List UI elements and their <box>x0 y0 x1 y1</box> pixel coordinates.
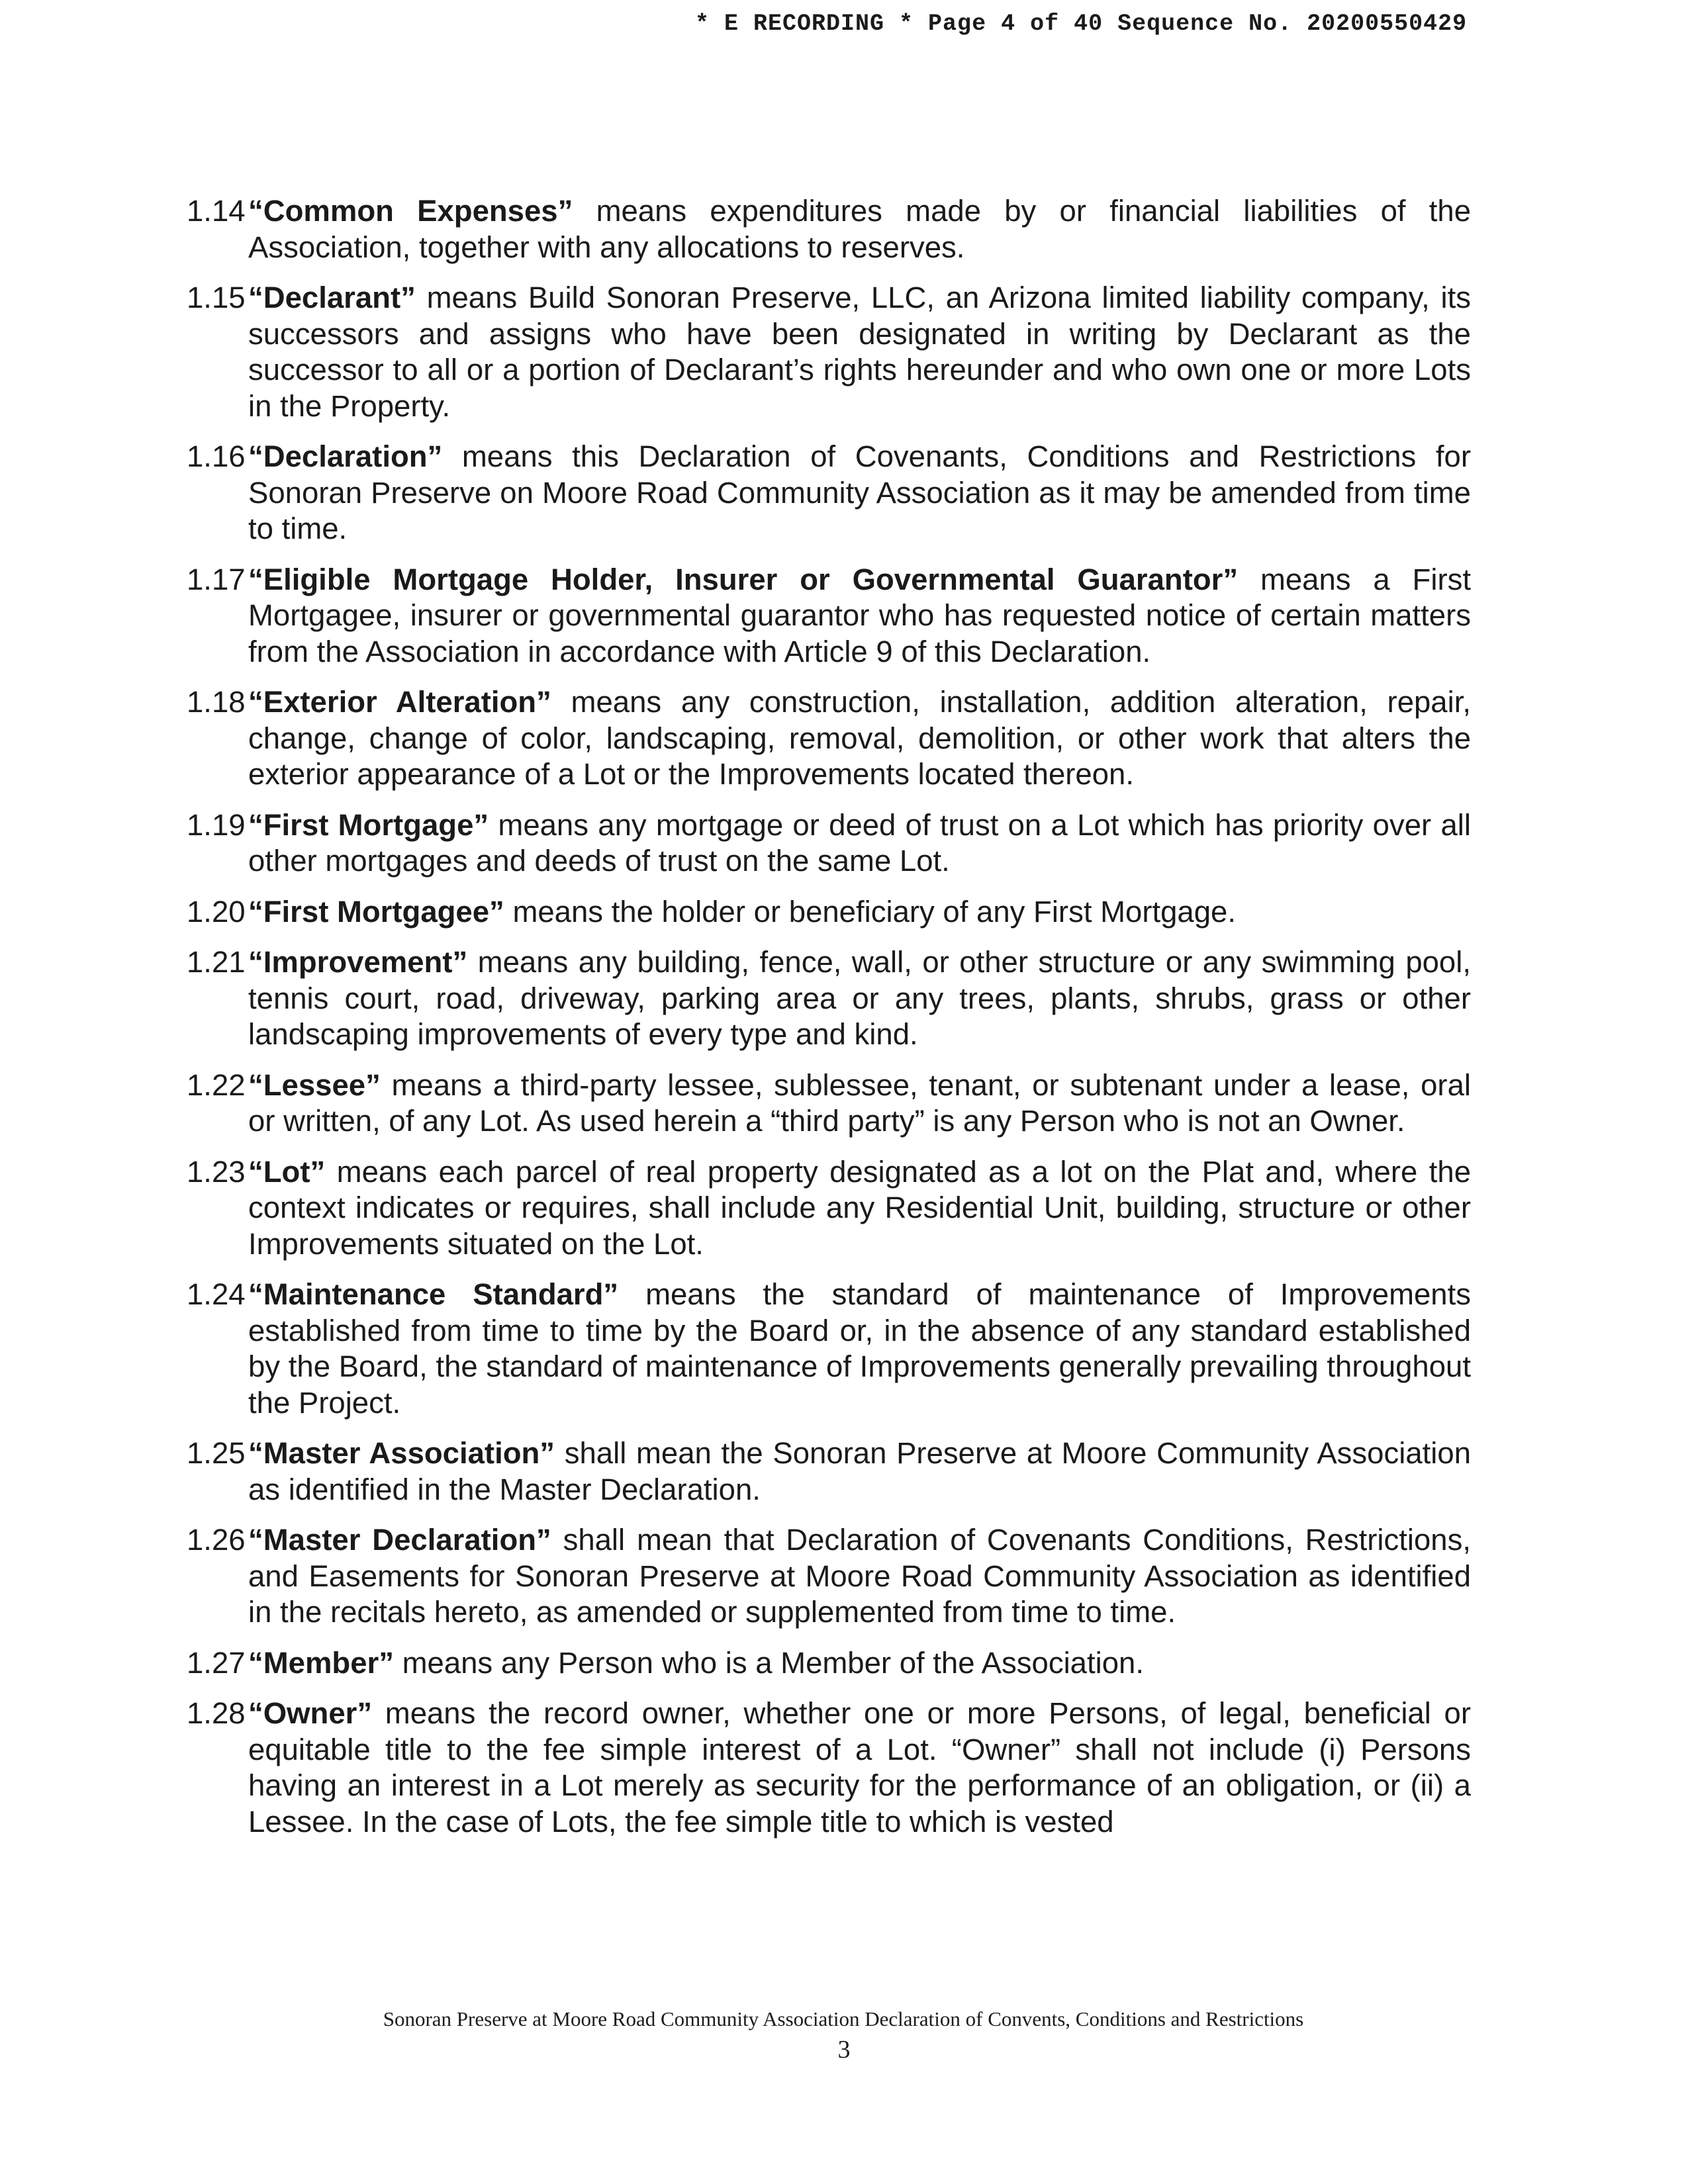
definition-number: 1.21 <box>187 945 246 979</box>
recording-header: * E RECORDING * Page 4 of 40 Sequence No. 20200550429 <box>695 11 1468 37</box>
definition-term: “Eligible Mortgage Holder, Insurer or Governmental Guarantor” <box>248 562 1239 596</box>
page-footer <box>0 2007 1688 2065</box>
page-number: 3 <box>837 2036 851 2064</box>
definition-number: 1.17 <box>187 562 246 596</box>
definition-term: “Master Declaration” <box>248 1523 551 1557</box>
definition-text: means any mortgage or deed of trust on a Lot which has priority over all other mortgages and deeds of trust on the same Lot. <box>248 807 1471 878</box>
definition-item <box>187 944 1471 1053</box>
definition-term: “Common Expenses” <box>248 194 573 228</box>
definition-item <box>187 439 1471 547</box>
definition-term: “Declarant” <box>248 281 416 314</box>
definition-text: means each parcel of real property designated as a lot on the Plat and, where the context indicates or requires, shall include any Residential Unit, building, structure or other Improvements situated on the Lot. <box>248 1154 1471 1261</box>
definition-number: 1.23 <box>187 1154 246 1189</box>
definition-item <box>187 280 1471 424</box>
definition-term: “Lessee” <box>248 1068 381 1102</box>
definition-item <box>187 1645 1471 1682</box>
definition-item <box>187 193 1471 265</box>
definition-item <box>187 1435 1471 1508</box>
definition-number: 1.14 <box>187 194 246 228</box>
definition-number: 1.20 <box>187 894 246 929</box>
definition-text: means the record owner, whether one or more Persons, of legal, beneficial or equitable title to the fee simple interest of a Lot. “Owner” shall not include (i) Persons having an interest in a Lot merely as security for the performance of an obligation, or (ii) a Lessee. In the case of Lots, the fee simple title to which is vested <box>248 1696 1471 1839</box>
definition-item <box>187 894 1471 931</box>
footer-title: Sonoran Preserve at Moore Road Community Association Declaration of Convents, Conditions and Restrictions <box>383 2007 1304 2030</box>
definition-item <box>187 684 1471 793</box>
definition-term: “First Mortgage” <box>248 807 489 842</box>
definition-item <box>187 1522 1471 1631</box>
definition-text: means this Declaration of Covenants, Conditions and Restrictions for Sonoran Preserve on Moore Road Community Association as it may be amended from time to time. <box>248 439 1471 545</box>
definition-term: “Master Association” <box>248 1436 555 1470</box>
definition-number: 1.15 <box>187 281 246 314</box>
definition-term: “Improvement” <box>248 945 468 979</box>
definition-number: 1.19 <box>187 807 246 842</box>
definition-number: 1.16 <box>187 439 246 473</box>
definition-text: means Build Sonoran Preserve, LLC, an Arizona limited liability company, its successors and assigns who have been designated in writing by Declarant as the successor to all or a portion of Declarant’s rights hereunder and who own one or more Lots in the Property. <box>248 281 1471 423</box>
definition-text: means a third-party lessee, sublessee, tenant, or subtenant under a lease, oral or written, of any Lot. As used herein a “third party” is any Person who is not an Owner. <box>248 1068 1471 1138</box>
definition-number: 1.24 <box>187 1277 246 1311</box>
definition-term: “Exterior Alteration” <box>248 685 551 719</box>
definition-item <box>187 807 1471 880</box>
definition-number: 1.25 <box>187 1436 246 1470</box>
definition-item <box>187 1154 1471 1263</box>
definition-text: means a First Mortgagee, insurer or governmental guarantor who has requested notice of certain matters from the Association in accordance with Article 9 of this Declaration. <box>248 562 1471 668</box>
definition-term: “First Mortgagee” <box>248 894 504 929</box>
definition-number: 1.28 <box>187 1696 246 1730</box>
definition-number: 1.27 <box>187 1645 246 1680</box>
definition-number: 1.26 <box>187 1523 246 1557</box>
definition-term: “Owner” <box>248 1696 373 1730</box>
definition-number: 1.22 <box>187 1068 246 1102</box>
definition-term: “Lot” <box>248 1154 326 1189</box>
definition-text: means any Person who is a Member of the Association. <box>393 1645 1144 1680</box>
definition-text: means expenditures made by or financial liabilities of the Association, together with any allocations to reserves. <box>248 194 1471 264</box>
definition-term: “Declaration” <box>248 439 443 473</box>
definition-text: shall mean that Declaration of Covenants Conditions, Restrictions, and Easements for Sonoran Preserve at Moore Road Community Association as identified in the recitals hereto, as amended or supplemented from time to time. <box>248 1523 1471 1629</box>
definitions-list <box>187 193 1471 1854</box>
definition-item <box>187 1277 1471 1421</box>
definition-text: means any building, fence, wall, or other structure or any swimming pool, tennis court, road, driveway, parking area or any trees, plants, shrubs, grass or other landscaping improvements of every type and kind. <box>248 945 1471 1051</box>
definition-text: means the holder or beneficiary of any First Mortgage. <box>504 894 1236 929</box>
definition-term: “Maintenance Standard” <box>248 1277 619 1311</box>
definition-text: shall mean the Sonoran Preserve at Moore Community Association as identified in the Master Declaration. <box>248 1436 1471 1506</box>
definition-text: means any construction, installation, addition alteration, repair, change, change of color, landscaping, removal, demolition, or other work that alters the exterior appearance of a Lot or the Improvements located thereon. <box>248 685 1472 791</box>
definition-item <box>187 562 1471 670</box>
definition-term: “Member” <box>248 1645 394 1680</box>
definition-item <box>187 1696 1471 1840</box>
definition-number: 1.18 <box>187 685 246 719</box>
definition-text: means the standard of maintenance of Improvements established from time to time by the Board or, in the absence of any standard established by the Board, the standard of maintenance of Improvements generally prevailing throughout the Project. <box>248 1277 1471 1420</box>
definition-item <box>187 1068 1471 1140</box>
